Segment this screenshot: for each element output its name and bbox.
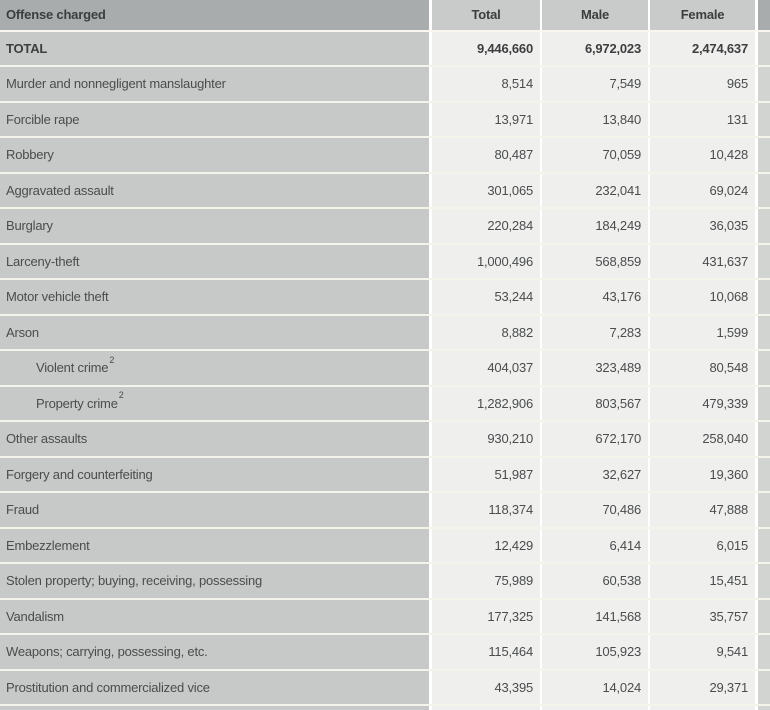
male-value: 105,923 xyxy=(542,635,650,669)
clipped-next-column-cell xyxy=(758,600,770,634)
offense-label: Vandalism xyxy=(6,608,64,624)
offense-label: Violent crime xyxy=(36,360,109,376)
female-value: 36,035 xyxy=(650,209,758,243)
footnote-superscript: 2 xyxy=(109,354,115,365)
total-row-label: TOTAL xyxy=(6,40,48,56)
offense-cell xyxy=(0,351,432,385)
clipped-next-column-cell xyxy=(758,316,770,350)
female-value: 479,339 xyxy=(650,387,758,421)
offense-label: Aggravated assault xyxy=(6,182,114,198)
offense-label: Other assaults xyxy=(6,431,88,447)
clipped-next-column-cell xyxy=(758,32,770,66)
total-value: 177,325 xyxy=(432,600,542,634)
offense-label: Embezzlement xyxy=(6,537,90,553)
female-value: 1,599 xyxy=(650,316,758,350)
table-row xyxy=(0,387,770,423)
clipped-next-column-header xyxy=(758,0,770,30)
female-value: 47,888 xyxy=(650,493,758,527)
clipped-male-cell xyxy=(542,706,650,710)
offense-cell xyxy=(0,245,432,279)
female-value: 131 xyxy=(650,103,758,137)
clipped-next-column-cell xyxy=(758,103,770,137)
total-value: 930,210 xyxy=(432,422,542,456)
male-value: 6,414 xyxy=(542,529,650,563)
table-row xyxy=(0,103,770,139)
offense-cell xyxy=(0,600,432,634)
female-value: 15,451 xyxy=(650,564,758,598)
clipped-next-column-cell xyxy=(758,422,770,456)
total-value: 13,971 xyxy=(432,103,542,137)
female-value: 69,024 xyxy=(650,174,758,208)
clipped-next-column-cell xyxy=(758,387,770,421)
offense-cell xyxy=(0,174,432,208)
table-row xyxy=(0,422,770,458)
male-value: 70,486 xyxy=(542,493,650,527)
total-value: 301,065 xyxy=(432,174,542,208)
table-row xyxy=(0,529,770,565)
total-value: 12,429 xyxy=(432,529,542,563)
total-row-label-cell xyxy=(0,32,432,66)
total-value: 118,374 xyxy=(432,493,542,527)
offense-cell xyxy=(0,280,432,314)
table-row xyxy=(0,280,770,316)
female-value: 29,371 xyxy=(650,671,758,705)
clipped-next-column-cell xyxy=(758,245,770,279)
clipped-next-column-cell xyxy=(758,67,770,101)
offense-label: Robbery xyxy=(6,147,54,163)
female-value: 80,548 xyxy=(650,351,758,385)
total-value: 75,989 xyxy=(432,564,542,598)
male-value: 7,283 xyxy=(542,316,650,350)
offense-label: Property crime xyxy=(36,395,118,411)
total-value: 8,882 xyxy=(432,316,542,350)
total-value: 51,987 xyxy=(432,458,542,492)
male-value: 43,176 xyxy=(542,280,650,314)
female-value: 965 xyxy=(650,67,758,101)
total-value: 115,464 xyxy=(432,635,542,669)
total-value: 53,244 xyxy=(432,280,542,314)
clipped-next-column-cell xyxy=(758,529,770,563)
clipped-next-column-cell xyxy=(758,138,770,172)
table-row xyxy=(0,671,770,707)
total-row-male-value: 6,972,023 xyxy=(542,32,650,66)
table-row xyxy=(0,209,770,245)
female-value: 19,360 xyxy=(650,458,758,492)
clipped-next-column-cell xyxy=(758,493,770,527)
total-value: 1,282,906 xyxy=(432,387,542,421)
offense-cell xyxy=(0,635,432,669)
offense-cell xyxy=(0,671,432,705)
male-value: 60,538 xyxy=(542,564,650,598)
table-row xyxy=(0,245,770,281)
clipped-next-column-cell xyxy=(758,280,770,314)
offense-cell xyxy=(0,422,432,456)
table-row xyxy=(0,316,770,352)
female-column-header: Female xyxy=(650,0,758,30)
total-value: 8,514 xyxy=(432,67,542,101)
clipped-next-column-cell xyxy=(758,351,770,385)
male-value: 13,840 xyxy=(542,103,650,137)
table-row xyxy=(0,600,770,636)
male-value: 184,249 xyxy=(542,209,650,243)
clipped-female-cell xyxy=(650,706,758,710)
clipped-next-column-cell xyxy=(758,209,770,243)
female-value: 6,015 xyxy=(650,529,758,563)
table-row xyxy=(0,493,770,529)
male-value: 323,489 xyxy=(542,351,650,385)
female-value: 258,040 xyxy=(650,422,758,456)
clipped-next-column-cell xyxy=(758,635,770,669)
total-value: 43,395 xyxy=(432,671,542,705)
female-value: 10,068 xyxy=(650,280,758,314)
offense-cell xyxy=(0,67,432,101)
clipped-next-column-cell xyxy=(758,458,770,492)
female-value: 9,541 xyxy=(650,635,758,669)
male-value: 803,567 xyxy=(542,387,650,421)
male-value: 32,627 xyxy=(542,458,650,492)
male-value: 14,024 xyxy=(542,671,650,705)
male-value: 141,568 xyxy=(542,600,650,634)
male-value: 7,549 xyxy=(542,67,650,101)
offense-label: Weapons; carrying, possessing, etc. xyxy=(6,644,208,660)
male-value: 232,041 xyxy=(542,174,650,208)
offense-cell xyxy=(0,103,432,137)
table-row xyxy=(0,458,770,494)
offense-cell xyxy=(0,493,432,527)
total-value: 220,284 xyxy=(432,209,542,243)
table-row xyxy=(0,564,770,600)
total-value: 1,000,496 xyxy=(432,245,542,279)
total-value: 80,487 xyxy=(432,138,542,172)
male-column-header: Male xyxy=(542,0,650,30)
table-row xyxy=(0,635,770,671)
offense-label: Forgery and counterfeiting xyxy=(6,466,153,482)
clipped-total-cell xyxy=(432,706,542,710)
offense-label: Arson xyxy=(6,324,39,340)
total-value: 404,037 xyxy=(432,351,542,385)
offense-label: Burglary xyxy=(6,218,53,234)
offense-label: Prostitution and commercialized vice xyxy=(6,679,210,695)
offense-cell xyxy=(0,387,432,421)
table-row xyxy=(0,138,770,174)
clipped-next-column-cell xyxy=(758,174,770,208)
offense-label: Fraud xyxy=(6,502,39,518)
female-value: 10,428 xyxy=(650,138,758,172)
offense-charged-header-label: Offense charged xyxy=(6,7,106,23)
offense-cell xyxy=(0,316,432,350)
offense-label: Murder and nonnegligent manslaughter xyxy=(6,76,226,92)
table-header-row xyxy=(0,0,770,32)
table-row xyxy=(0,67,770,103)
offense-cell xyxy=(0,564,432,598)
total-row xyxy=(0,32,770,68)
offense-label: Motor vehicle theft xyxy=(6,289,109,305)
total-row-female-value: 2,474,637 xyxy=(650,32,758,66)
offense-cell xyxy=(0,458,432,492)
offense-label: Forcible rape xyxy=(6,111,80,127)
male-value: 568,859 xyxy=(542,245,650,279)
offense-cell xyxy=(0,138,432,172)
male-value: 70,059 xyxy=(542,138,650,172)
male-value: 672,170 xyxy=(542,422,650,456)
clipped-next-column-cell xyxy=(758,564,770,598)
female-value: 431,637 xyxy=(650,245,758,279)
total-row-total-value: 9,446,660 xyxy=(432,32,542,66)
table-row xyxy=(0,351,770,387)
footnote-superscript: 2 xyxy=(118,390,124,401)
offense-cell xyxy=(0,209,432,243)
clipped-offense-cell xyxy=(0,706,432,710)
offense-label: Larceny-theft xyxy=(6,253,80,269)
offense-charged-header xyxy=(0,0,432,30)
offense-cell xyxy=(0,529,432,563)
clipped-bottom-row xyxy=(0,706,770,710)
table-body xyxy=(0,67,770,706)
offense-label: Stolen property; buying, receiving, possessing xyxy=(6,573,263,589)
clipped-next-column-cell xyxy=(758,671,770,705)
total-column-header: Total xyxy=(432,0,542,30)
table-row xyxy=(0,174,770,210)
female-value: 35,757 xyxy=(650,600,758,634)
clipped-next-column-cell xyxy=(758,706,770,710)
